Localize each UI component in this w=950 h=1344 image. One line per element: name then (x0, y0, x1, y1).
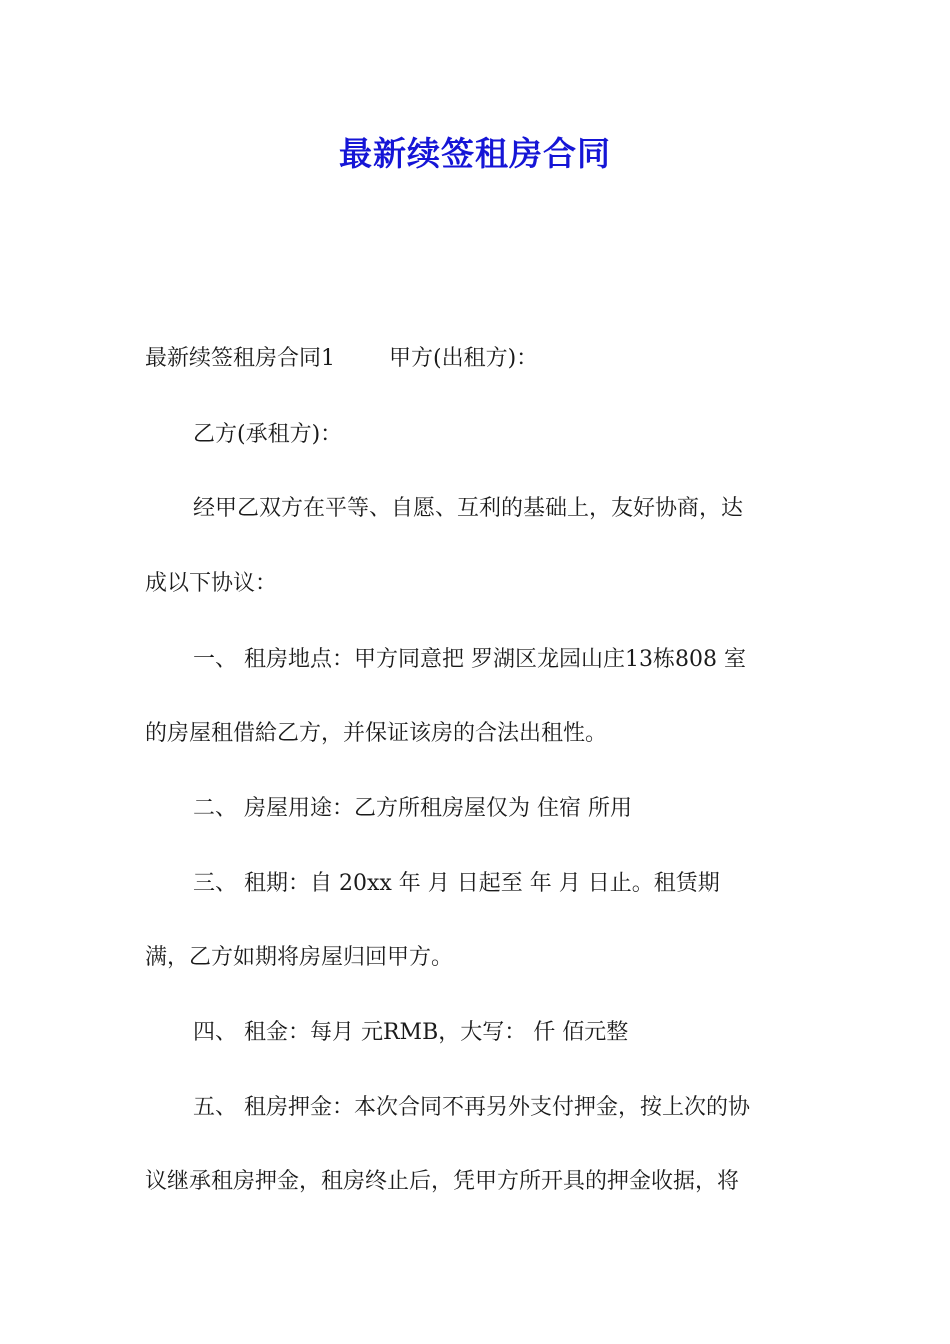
clause-5-line: 五、 租房押金：本次合同不再另外支付押金，按上次的协 (193, 1095, 750, 1120)
clause-3-line: 三、 租期：自 20xx 年 月 日起至 年 月 日止。租赁期 (193, 871, 720, 896)
body-line: 满，乙方如期将房屋归回甲方。 (145, 945, 454, 970)
document-title: 最新续签租房合同 (339, 134, 611, 173)
body-line: 的房屋租借給乙方，并保证该房的合法出租性。 (145, 721, 608, 746)
party-a-label: 甲方(出租方)： (389, 346, 539, 371)
body-line: 议继承租房押金，租房终止后，凭甲方所开具的押金收据，将 (145, 1169, 740, 1194)
clause-1-line: 一、 租房地点：甲方同意把 罗湖区龙园山庄13栋808 室 (193, 647, 746, 672)
contract-heading-line (145, 344, 807, 374)
clause-2-line: 二、 房屋用途：乙方所租房屋仅为 住宿 所用 (193, 796, 632, 821)
body-line: 经甲乙双方在平等、自愿、互利的基础上，友好协商，达 (193, 496, 744, 521)
body-line: 成以下协议： (145, 571, 278, 596)
contract-number: 最新续签租房合同1 (145, 346, 335, 371)
party-b-line: 乙方(承租方)： (193, 422, 343, 447)
clause-4-line: 四、 租金：每月 元RMB，大写： 仟 佰元整 (193, 1020, 629, 1045)
